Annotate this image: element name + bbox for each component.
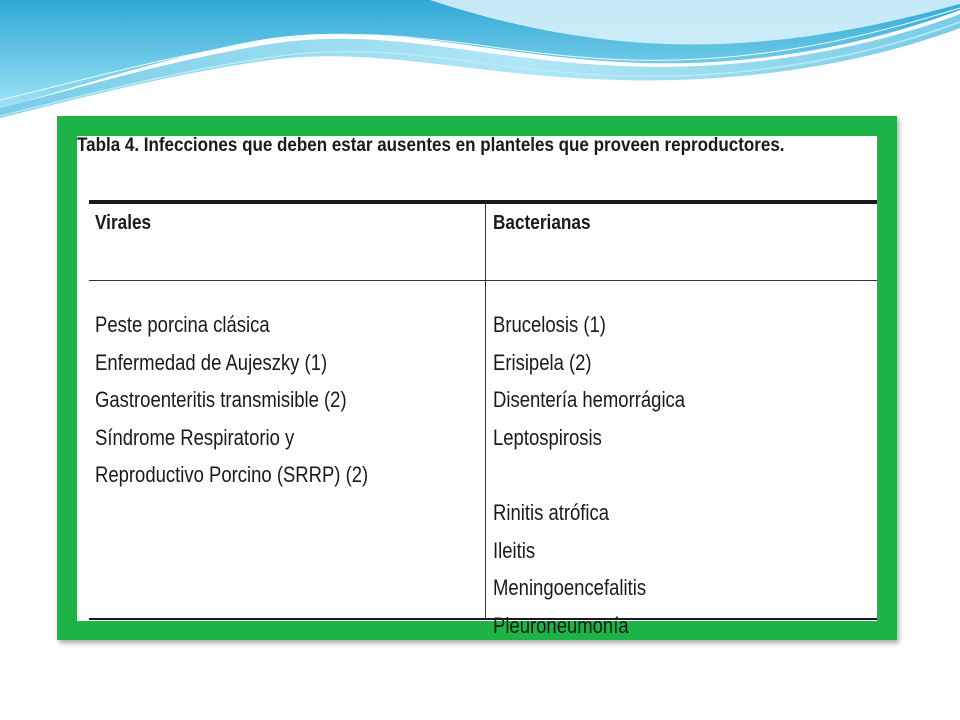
list-item: Gastroenteritis transmisible (2)	[95, 387, 347, 413]
table-header-rule	[89, 280, 877, 281]
list-item: Erisipela (2)	[493, 349, 592, 375]
column-header-virales: Virales	[95, 212, 152, 234]
table-bottom-rule	[89, 618, 877, 620]
list-item: Síndrome Respiratorio y	[95, 424, 295, 450]
table-frame	[57, 116, 897, 640]
table-image	[77, 135, 877, 638]
column-header-bacterianas: Bacterianas	[493, 212, 591, 234]
list-item: Rinitis atrófica	[493, 499, 610, 525]
list-item: Enfermedad de Aujeszky (1)	[95, 349, 328, 375]
table-top-rule	[89, 200, 877, 204]
header-wave-decoration	[0, 0, 960, 130]
list-item: Peste porcina clásica	[95, 312, 270, 337]
list-item: Reproductivo Porcino (SRRP) (2)	[95, 462, 369, 488]
table-caption-text: Tabla 4. Infecciones que deben estar ausentes en planteles que proveen reproductores.	[77, 135, 785, 156]
bacterianas-list	[493, 306, 722, 644]
list-item-spacer	[493, 456, 685, 494]
list-item: Meningoencefalitis	[493, 575, 647, 601]
list-item: Leptospirosis	[493, 424, 602, 450]
table-caption	[77, 136, 877, 183]
column-divider	[485, 204, 486, 618]
list-item: Ileitis	[493, 537, 536, 563]
list-item: Brucelosis (1)	[493, 312, 606, 337]
list-item: Pleuroneumonía	[493, 612, 629, 638]
list-item: Disentería hemorrágica	[493, 387, 686, 413]
virales-list	[95, 306, 420, 494]
